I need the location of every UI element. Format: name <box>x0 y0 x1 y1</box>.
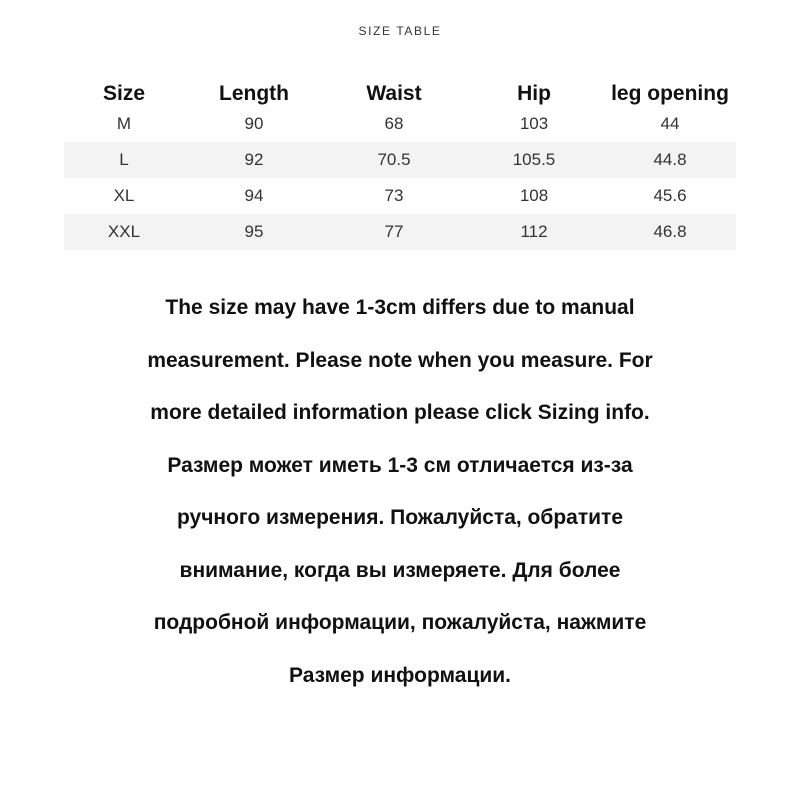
note-line: measurement. Please note when you measure. For <box>147 348 653 372</box>
header-waist: Waist <box>366 82 422 105</box>
note-line: подробной информации, пожалуйста, нажмите <box>153 611 647 634</box>
note-line: more detailed information please click Sizing info. <box>150 401 650 424</box>
note-line: Размер информации. <box>288 663 512 687</box>
header-leg-opening: leg opening <box>611 82 729 105</box>
cell-waist: 77 <box>324 214 464 250</box>
table-row <box>64 214 736 250</box>
size-notes <box>80 282 720 702</box>
cell-size: XL <box>113 186 135 205</box>
cell-hip: 112 <box>464 214 604 250</box>
cell-length: 95 <box>184 214 324 250</box>
header-hip: Hip <box>517 82 551 105</box>
cell-leg-opening: 44.8 <box>604 142 736 178</box>
table-header-row <box>64 72 736 106</box>
cell-length: 94 <box>244 186 264 205</box>
cell-hip: 103 <box>519 114 549 133</box>
size-table-title: SIZE TABLE <box>358 24 442 38</box>
note-line: ручного измерения. Пожалуйста, обратите <box>176 506 624 529</box>
cell-hip: 108 <box>519 186 549 205</box>
table-row <box>64 142 736 178</box>
header-size: Size <box>102 82 146 105</box>
table-row <box>64 178 736 214</box>
size-table <box>64 72 736 250</box>
cell-hip: 105.5 <box>464 142 604 178</box>
note-line: Размер может иметь 1-3 см отличается из-за <box>167 453 633 477</box>
cell-leg-opening: 44 <box>660 114 680 133</box>
cell-length: 92 <box>184 142 324 178</box>
note-line: внимание, когда вы измеряете. Для более <box>179 558 621 582</box>
table-row <box>64 106 736 142</box>
cell-length: 90 <box>244 114 264 133</box>
cell-size: M <box>116 114 132 133</box>
cell-leg-opening: 46.8 <box>604 214 736 250</box>
cell-size: XXL <box>64 214 184 250</box>
note-line: The size may have 1-3cm differs due to manual <box>165 296 635 319</box>
cell-leg-opening: 45.6 <box>653 186 687 205</box>
cell-size: L <box>64 142 184 178</box>
cell-waist: 73 <box>384 186 404 205</box>
header-length: Length <box>219 82 289 105</box>
cell-waist: 70.5 <box>324 142 464 178</box>
cell-waist: 68 <box>384 114 404 133</box>
